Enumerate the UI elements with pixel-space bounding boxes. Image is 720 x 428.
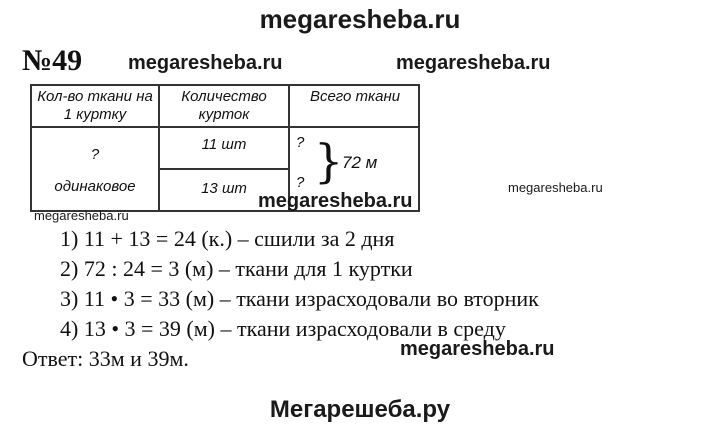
- problem-number: №49: [22, 44, 83, 77]
- watermark: megaresheba.ru: [258, 190, 413, 212]
- header-fabric-per-jacket: Кол-во ткани на 1 куртку: [37, 88, 153, 123]
- header-total-fabric: Всего ткани: [309, 88, 401, 105]
- jackets-tuesday: 11 шт: [201, 136, 247, 153]
- table-divider: [32, 126, 418, 128]
- watermark: megaresheba.ru: [128, 52, 283, 74]
- solution-step-1: 1) 11 + 13 = 24 (к.) – сшили за 2 дня: [60, 226, 395, 251]
- watermark-bottom: Мегарешеба.ру: [269, 396, 451, 423]
- curly-brace-icon: }: [314, 134, 344, 188]
- same-amount-label: одинаковое: [54, 178, 136, 195]
- watermark: megaresheba.ru: [34, 208, 129, 223]
- jackets-wednesday: 13 шт: [201, 180, 247, 197]
- solution-step-4: 4) 13 • 3 = 39 (м) – ткани израсходовали в среду: [60, 316, 506, 341]
- table-divider: [158, 168, 288, 170]
- watermark: megaresheba.ru: [396, 52, 551, 74]
- solution-step-2: 2) 72 : 24 = 3 (м) – ткани для 1 куртки: [60, 256, 413, 281]
- total-fabric-value: 72 м: [342, 153, 378, 172]
- answer: Ответ: 33м и 39м.: [22, 346, 189, 371]
- watermark: megaresheba.ru: [400, 338, 555, 360]
- solution-step-3: 3) 11 • 3 = 33 (м) – ткани израсходовали во вторник: [60, 286, 539, 311]
- header-jacket-count: Количество курток: [181, 88, 267, 123]
- watermark: megaresheba.ru: [508, 180, 603, 195]
- watermark-top: megaresheba.ru: [259, 4, 461, 34]
- fabric-wednesday-unknown: ?: [296, 174, 305, 191]
- fabric-tuesday-unknown: ?: [296, 134, 305, 151]
- fabric-per-jacket-unknown: ?: [90, 146, 100, 163]
